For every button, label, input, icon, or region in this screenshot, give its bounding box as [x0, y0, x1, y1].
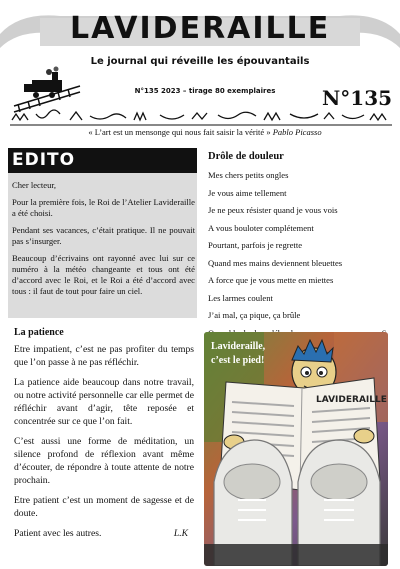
- patience-closing: [14, 527, 194, 540]
- quote-text: « L’art est un mensonge qui nous fait saisir la vérité »: [88, 127, 271, 137]
- photo-caption-line: c’est le pied!: [211, 355, 265, 366]
- quote-author: Pablo Picasso: [272, 127, 322, 137]
- edito-title: EDITO: [12, 150, 76, 170]
- poem-line: A force que je vous mette en miettes: [208, 275, 334, 285]
- newspaper-label: LAVIDERAILLE: [316, 395, 387, 405]
- poem-line: Je vous aime tellement: [208, 187, 287, 198]
- poem-title: Drôle de douleur: [208, 151, 284, 162]
- photo-caption-line: Lavideraille,: [211, 341, 266, 352]
- quote: [40, 127, 370, 137]
- poem-line: J’ai mal, ça pique, ça brûle: [208, 310, 301, 320]
- masthead-tagline: Le journal qui réveille les épouvantails: [90, 56, 310, 67]
- poem-line: Pourtant, parfois je regrette: [208, 240, 303, 250]
- issue-number: N°135: [322, 86, 393, 110]
- poem-line: A vous bouloter complétement: [208, 222, 314, 233]
- edito-paragraph: Cher lecteur,: [12, 180, 57, 190]
- edito-paragraph: Pour la première fois, le Roi de l’Atelier Lavideraille a été choisi.: [12, 197, 195, 218]
- edito-body: [12, 180, 195, 303]
- edito-paragraph: Beaucoup d’écrivains ont rayonné avec lui sur ce numéro à la météo changeante et tous ont été d’accord avec le Roi, et le Roi a été d’accord avec tous : il faut de tout pour faire un ciel.: [12, 253, 195, 296]
- masthead-title: LAVIDERAILLE: [70, 11, 331, 46]
- patience-title: La patience: [14, 327, 64, 338]
- photo-caption: [211, 340, 321, 368]
- patience-paragraph: Etre patient c’est un moment de sagesse et de doute.: [14, 495, 194, 519]
- poem-line: Je ne peux résister quand je vous vois: [208, 205, 338, 215]
- patience-signature: L.K: [173, 528, 188, 539]
- poem-line: Quand mes mains deviennent bleuettes: [208, 257, 343, 268]
- handwritten-band: [10, 106, 392, 128]
- patience-body: [14, 343, 194, 540]
- patience-paragraph: La patience aide beaucoup dans notre travail, ou notre activité personnelle car elle permet de réfléchir avant d’agir, tête reposée et concentrée sur ce que l’on fait.: [14, 377, 194, 427]
- poem-line: Les larmes coulent: [208, 292, 273, 303]
- patience-paragraph: Etre impatient, c’est ne pas profiter du temps que l’on passe à ne pas réfléchir.: [14, 344, 194, 368]
- edito-paragraph: Pendant ses vacances, c’était pratique. Il ne pouvait pas s’insurger.: [12, 225, 195, 246]
- poem-line: Mes chers petits ongles: [208, 170, 289, 180]
- issue-line: N°135 2023 – tirage 80 exemplaires: [134, 87, 276, 95]
- patience-closing-text: Patient avec les autres.: [14, 528, 102, 539]
- patience-paragraph: C’est aussi une forme de méditation, un silence profond de réflexion avant même d’écouter, de répondre à toute attente de notre prochain.: [14, 436, 194, 486]
- poem: [208, 167, 388, 342]
